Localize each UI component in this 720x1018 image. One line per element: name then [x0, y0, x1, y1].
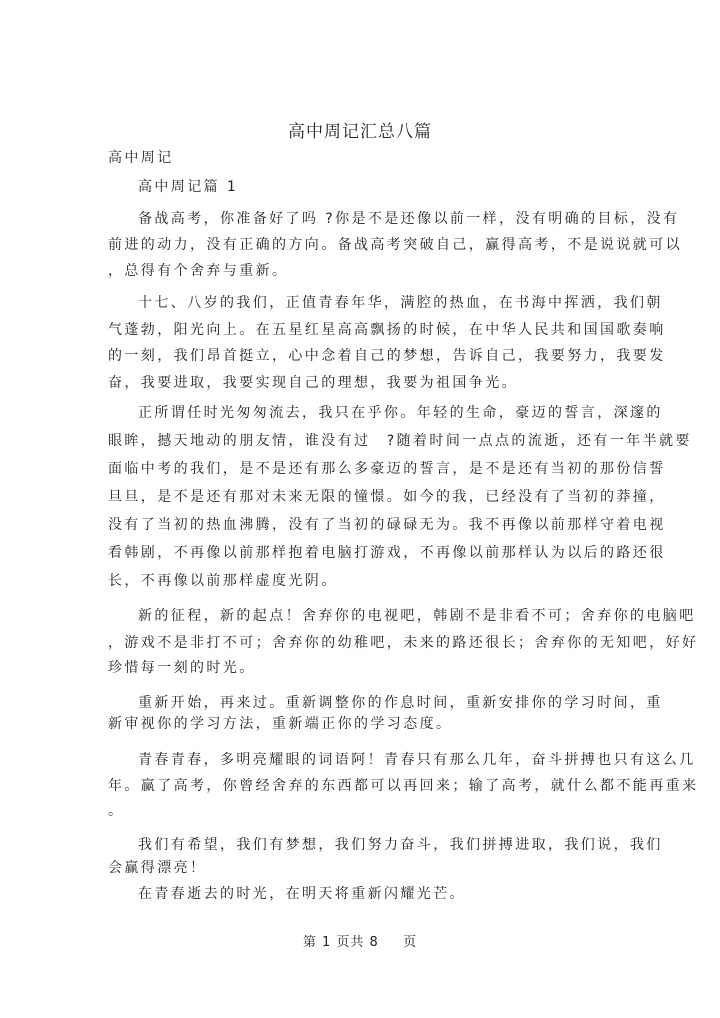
- text-line: 气蓬勃，阳光向上。在五星红星高高飘扬的时候，在中华人民共和国国歌奏响: [108, 322, 666, 338]
- subtitle: 高中周记: [108, 150, 174, 166]
- text-line: 眼眸，撼天地动的朋友情，谁没有过 ?随着时间一点点的流逝，还有一年半就要: [108, 433, 692, 449]
- section-heading: 高中周记篇 1: [138, 179, 239, 195]
- text-line: 新的征程，新的起点！舍弃你的电视吧，韩剧不是非看不可；舍弃你的电脑吧: [138, 608, 696, 624]
- text-line: 没有了当初的热血沸腾，没有了当初的碌碌无为。我不再像以前那样守着电视: [108, 517, 666, 533]
- text-line: ，游戏不是非打不可；舍弃你的幼稚吧，未来的路还很长；舍弃你的无知吧，好好: [108, 635, 699, 651]
- text-line: 在青春逝去的时光，在明天将重新闪耀光芒。: [138, 886, 466, 902]
- text-line: 的一刻，我们昂首挺立，心中念着自己的梦想，告诉自己，我要努力，我要发: [108, 348, 666, 364]
- text-line: 珍惜每一刻的时光。: [108, 660, 256, 676]
- text-line: 。: [108, 803, 125, 819]
- text-line: 备战高考，你准备好了吗 ?你是不是还像以前一样，没有明确的目标，没有: [138, 211, 680, 227]
- text-line: 我们有希望，我们有梦想，我们努力奋斗，我们拼搏进取，我们说，我们: [138, 837, 663, 853]
- text-line: 奋，我要进取，我要实现自己的理想，我要为祖国争光。: [108, 375, 518, 391]
- text-line: 面临中考的我们，是不是还有那么多豪迈的誓言，是不是还有当初的那份信誓: [108, 461, 666, 477]
- text-line: 看韩剧，不再像以前那样抱着电脑打游戏，不再像以前那样认为以后的路还很: [108, 545, 666, 561]
- text-line: 前进的动力，没有正确的方向。备战高考突破自己，赢得高考，不是说说就可以: [108, 237, 682, 253]
- text-line: ，总得有个舍弃与重新。: [108, 263, 289, 279]
- page-footer: 第 1 页共 8 页: [302, 935, 418, 950]
- text-line: 长，不再像以前那样虚度光阴。: [108, 573, 338, 589]
- text-line: 会赢得漂亮！: [108, 860, 207, 876]
- text-line: 旦旦，是不是还有那对未来无限的憧憬。如今的我，已经没有了当初的莽撞，: [108, 489, 666, 505]
- text-line: 十七、八岁的我们，正值青春年华，满腔的热血，在书海中挥洒，我们朝: [138, 295, 663, 311]
- text-line: 正所谓任时光匆匆流去，我只在乎你。年轻的生命，豪迈的誓言，深邃的: [138, 405, 663, 421]
- page-title: 高中周记汇总八篇: [288, 122, 432, 142]
- text-line: 重新开始，再来过。重新调整你的作息时间，重新安排你的学习时间，重: [138, 695, 663, 711]
- text-line: 年。赢了高考，你曾经舍弃的东西都可以再回来；输了高考，就什么都不能再重来: [108, 778, 699, 794]
- text-line: 青春青春，多明亮耀眼的词语阿！青春只有那么几年，奋斗拼搏也只有这么几: [138, 752, 696, 768]
- text-line: 新审视你的学习方法，重新端正你的学习态度。: [108, 716, 453, 732]
